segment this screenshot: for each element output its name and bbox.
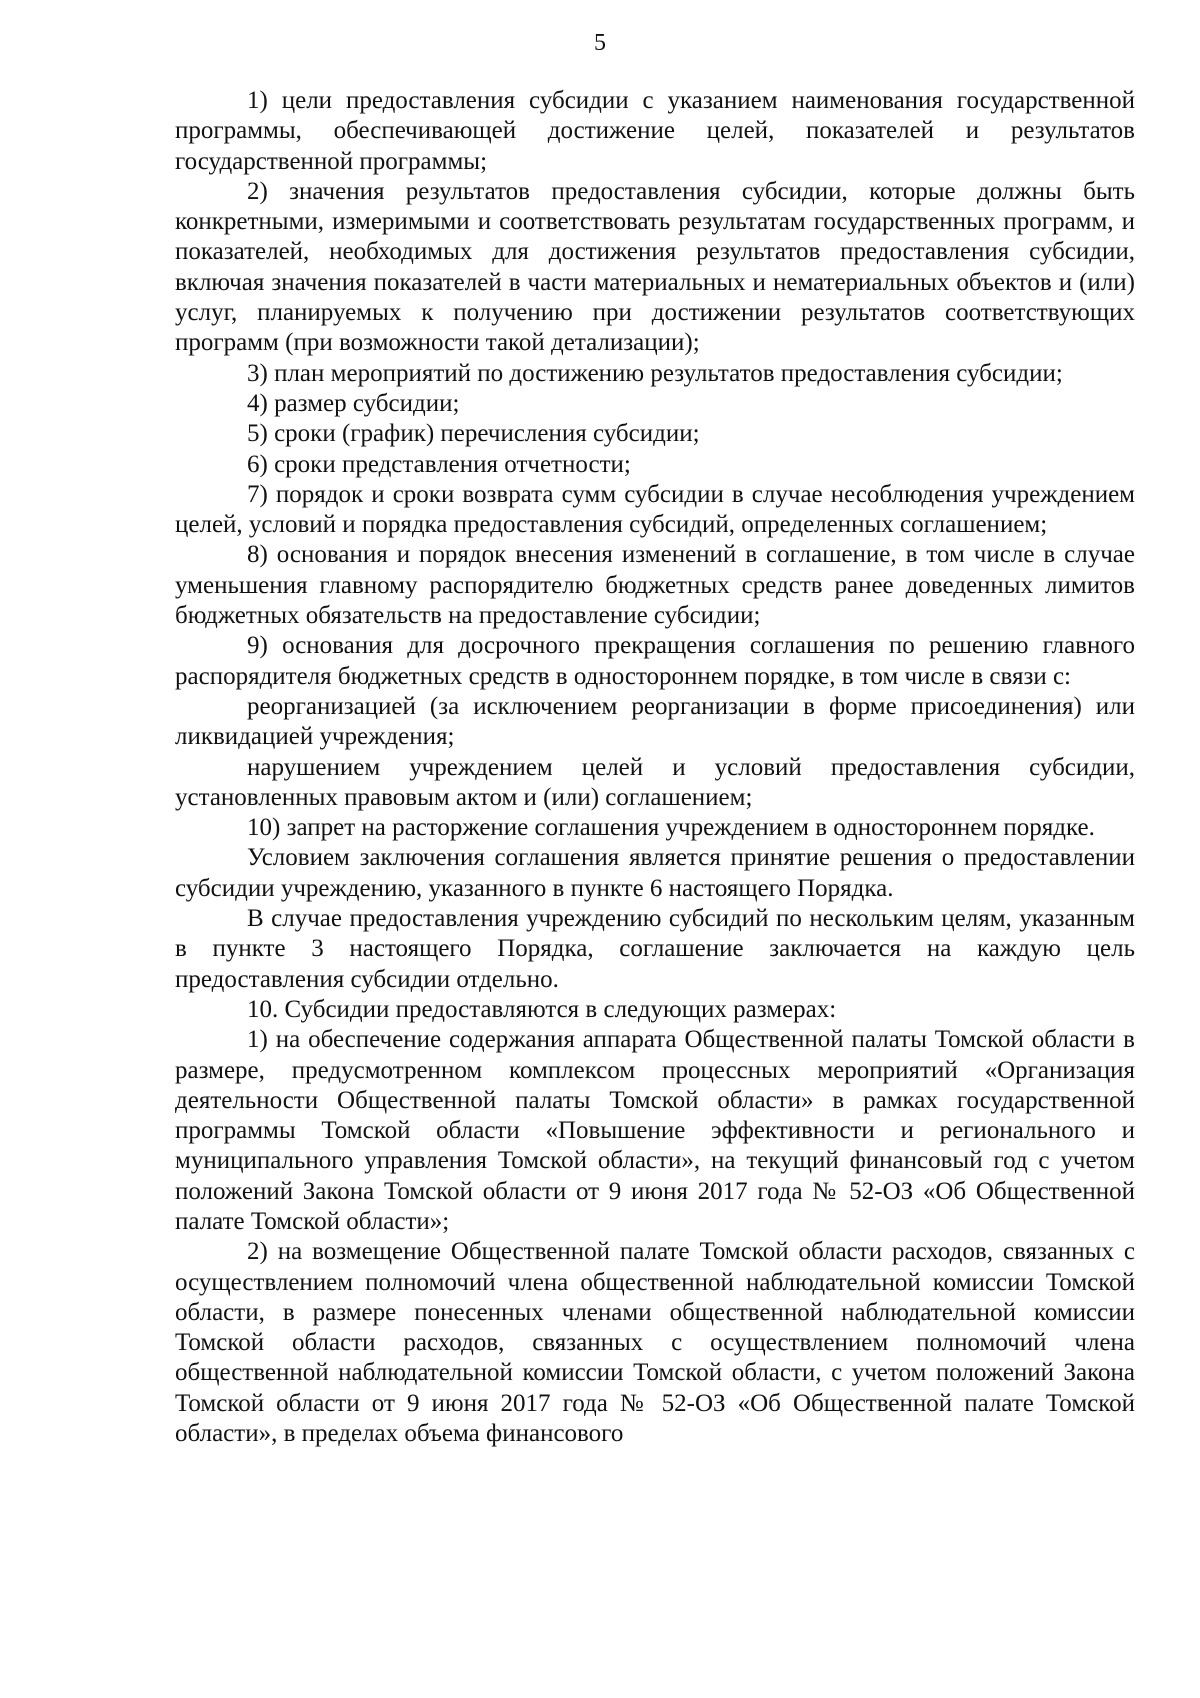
paragraph-item-1-goals: 1) цели предоставления субсидии с указанием наименования государственной программы, обеспечивающей достижение целей, показателей и результатов государственной программы; (175, 87, 1135, 175)
paragraph-section-10-heading: 10. Субсидии предоставляются в следующих размерах: (247, 995, 837, 1023)
document-body (175, 86, 1135, 1449)
paragraph-section-10-item-2: 2) на возмещение Общественной палате Томской области расходов, связанных с осуществлением полномочий члена общественной наблюдательной комиссии Томской области, в размере понесенных членами общественной наблюдательной комиссии Томской области расходов, связанных с осуществлением полномочий члена общественной наблюдательной комиссии Томской области, с учетом положений Закона Томской области от 9 июня 2017 года № 52-ОЗ «Об Общественной палате Томской области», в пределах объема финансового (175, 1238, 1135, 1448)
paragraph-item-4-subsidy-amount: 4) размер субсидии; (247, 389, 460, 417)
paragraph-item-7-refund-procedure: 7) порядок и сроки возврата сумм субсидии в случае несоблюдения учреждением целей, условий и порядка предоставления субсидий, определенных соглашением; (175, 480, 1135, 539)
paragraph-item-6-reporting-terms: 6) сроки представления отчетности; (247, 450, 631, 478)
paragraph-item-9-early-termination: 9) основания для досрочного прекращения соглашения по решению главного распорядителя бюджетных средств в одностороннем порядке, в том числе в связи с: (175, 632, 1135, 690)
paragraph-item-2-result-values: 2) значения результатов предоставления субсидии, которые должны быть конкретными, измеримыми и соответствовать результатам государственных программ, и показателей, необходимых для достижения результатов предоставления субсидии, включая значения показателей в части материальных и нематериальных объектов и (или) услуг, планируемых к получению при достижении результатов соответствующих программ (при возможности такой детализации); (175, 177, 1135, 357)
paragraph-item-3-action-plan: 3) план мероприятий по достижению результатов предоставления субсидии; (247, 359, 1063, 387)
paragraph-reorganization: реорганизацией (за исключением реорганизации в форме присоединения) или ликвидацией учреждения; (175, 692, 1135, 751)
paragraph-violation: нарушением учреждением целей и условий предоставления субсидии, установленных правовым актом и (или) соглашением; (175, 753, 1135, 811)
paragraph-item-5-transfer-schedule: 5) сроки (график) перечисления субсидии; (247, 420, 700, 448)
paragraph-item-10-termination-ban: 10) запрет на расторжение соглашения учреждением в одностороннем порядке. (247, 814, 1095, 842)
page-number: 5 (594, 30, 606, 56)
paragraph-item-8-amendments: 8) основания и порядок внесения изменений в соглашение, в том числе в случае уменьшения главному распорядителю бюджетных средств ранее доведенных лимитов бюджетных обязательств на предоставление субсидии; (175, 541, 1135, 630)
paragraph-multiple-goals: В случае предоставления учреждению субсидий по нескольким целям, указанным в пункте 3 настоящего Порядка, соглашение заключается на каждую цель предоставления субсидии отдельно. (175, 905, 1135, 993)
paragraph-section-10-item-1: 1) на обеспечение содержания аппарата Общественной палаты Томской области в размере, предусмотренном комплексом процессных мероприятий «Организация деятельности Общественной палаты Томской области» в рамках государственной программы Томской области «Повышение эффективности и регионального и муниципального управления Томской области», на текущий финансовый год с учетом положений Закона Томской области от 9 июня 2017 года № 52-ОЗ «Об Общественной палате Томской области»; (175, 1026, 1135, 1235)
paragraph-agreement-condition: Условием заключения соглашения является принятие решения о предоставлении субсидии учреждению, указанного в пункте 6 настоящего Порядка. (175, 844, 1135, 902)
